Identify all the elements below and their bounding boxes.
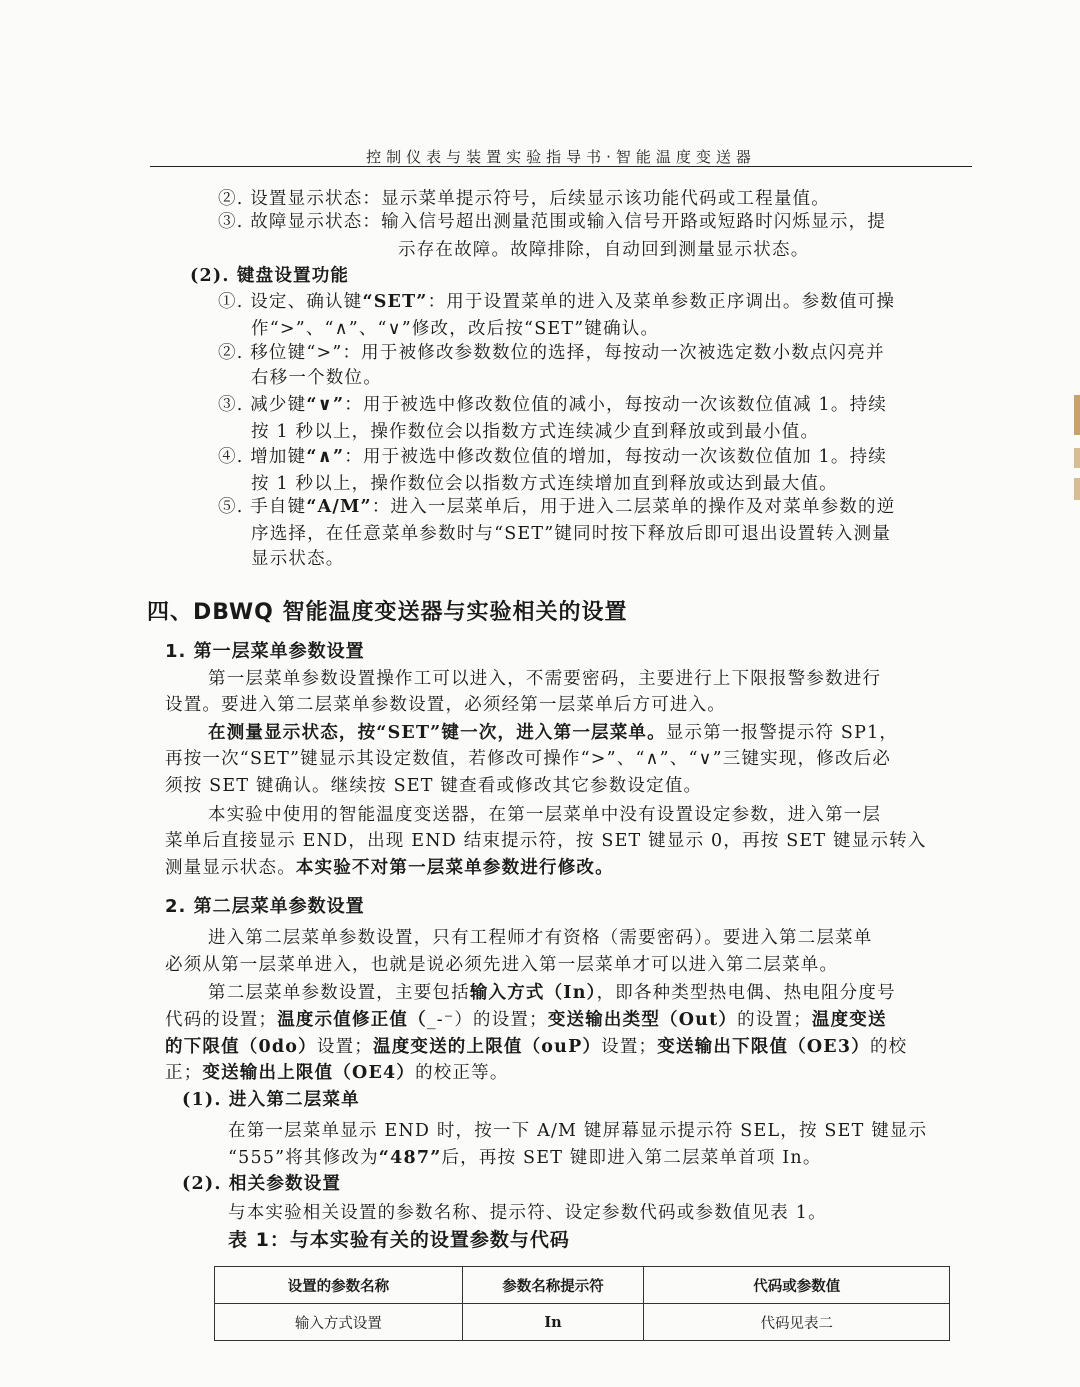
s2-paragraph2-line1: 第二层菜单参数设置，主要包括输入方式（In），即各种类型热电偶、热电阻分度号 (208, 983, 896, 1003)
table-header-row (215, 1267, 950, 1304)
table-header-cell: 代码或参数值 (644, 1267, 950, 1304)
display-state-3: ③. 故障显示状态：输入信号超出测量范围或输入信号开路或短路时闪烁显示，提 (218, 212, 887, 232)
table-caption: 表 1：与本实验有关的设置参数与代码 (228, 1229, 570, 1251)
display-state-3-cont: 示存在故障。故障排除，自动回到测量显示状态。 (398, 240, 810, 260)
key-am-line3: 显示状态。 (251, 549, 345, 569)
table-header-cell: 参数名称提示符 (462, 1267, 644, 1304)
s2-paragraph1-line1: 进入第二层菜单参数设置，只有工程师才有资格（需要密码）。要进入第二层菜单 (208, 928, 873, 948)
table-cell: In (462, 1304, 644, 1341)
running-header: 控制仪表与装置实验指导书·智能温度变送器 (366, 148, 756, 166)
key-am-line2: 序选择，在任意菜单参数时与“SET”键同时按下释放后即可退出设置转入测量 (251, 524, 892, 544)
subsection-1-title: 1. 第一层菜单参数设置 (165, 641, 365, 662)
key-set-line1: ①. 设定、确认键“SET”：用于设置菜单的进入及菜单参数正序调出。参数值可操 (218, 292, 896, 312)
table-cell: 代码见表二 (644, 1304, 950, 1341)
key-up-line1: ④. 增加键“∧”：用于被选中修改数位值的增加，每按动一次该数位值加 1。持续 (218, 447, 887, 467)
display-state-2: ②. 设置显示状态：显示菜单提示符号，后续显示该功能代码或工程量值。 (218, 189, 830, 209)
table-row (215, 1304, 950, 1341)
key-down-line1: ③. 减少键“∨”：用于被选中修改数位值的减小，每按动一次该数位值减 1。持续 (218, 395, 887, 415)
s2-paragraph2-line3: 的下限值（0do）设置；温度变送的上限值（ouP）设置；变送输出下限值（OE3）的校 (165, 1037, 908, 1057)
page-edge-mark (1074, 448, 1080, 468)
table-cell: 输入方式设置 (215, 1304, 463, 1341)
s2-paragraph2-line4: 正；变送输出上限值（OE4）的校正等。 (165, 1063, 509, 1083)
key-shift-line2: 右移一个数位。 (251, 368, 382, 388)
s1-paragraph3-line3: 测量显示状态。本实验不对第一层菜单参数进行修改。 (165, 858, 614, 878)
s1-paragraph3-line2: 菜单后直接显示 END，出现 END 结束提示符，按 SET 键显示 0，再按 SET 键显示转入 (165, 831, 927, 851)
page-edge-mark (1074, 478, 1080, 500)
key-down-line2: 按 1 秒以上，操作数位会以指数方式连续减少直到释放或到最小值。 (251, 422, 820, 442)
key-shift-line1: ②. 移位键“>”：用于被修改参数数位的选择，每按动一次被选定数小数点闪亮并 (218, 343, 885, 363)
s1-paragraph2-line2: 再按一次“SET”键显示其设定数值，若修改可操作“>”、“∧”、“∨”三键实现，修改后必 (165, 749, 892, 769)
s2-paragraph1-line2: 必须从第一层菜单进入，也就是说必须先进入第一层菜单才可以进入第二层菜单。 (165, 955, 839, 975)
table-header-cell: 设置的参数名称 (215, 1267, 463, 1304)
s2-paragraph2-line2: 代码的设置；温度示值修正值（_-⁻）的设置；变送输出类型（Out）的设置；温度变送 (165, 1010, 887, 1030)
page-edge-mark (1074, 395, 1080, 435)
s1-paragraph1-line1: 第一层菜单参数设置操作工可以进入，不需要密码，主要进行上下限报警参数进行 (208, 669, 882, 689)
key-up-line2: 按 1 秒以上，操作数位会以指数方式连续增加直到释放或达到最大值。 (251, 474, 838, 494)
related-params-title: (2). 相关参数设置 (182, 1174, 342, 1194)
enter-second-menu-line1: 在第一层菜单显示 END 时，按一下 A/M 键屏幕显示提示符 SEL，按 SET 键显示 (228, 1121, 928, 1141)
key-set-line2: 作“>”、“∧”、“∨”修改，改后按“SET”键确认。 (251, 319, 660, 339)
enter-second-menu-title: (1). 进入第二层菜单 (182, 1090, 360, 1110)
enter-second-menu-line2: “555”将其修改为“487”后，再按 SET 键即进入第二层菜单首项 In。 (228, 1148, 822, 1168)
settings-table (214, 1266, 950, 1341)
s1-paragraph1-line2: 设置。要进入第二层菜单参数设置，必须经第一层菜单后方可进入。 (165, 695, 726, 715)
key-am-line1: ⑤. 手自键“A/M”：进入一层菜单后，用于进入二层菜单的操作及对菜单参数的逆 (218, 497, 896, 517)
related-params-line1: 与本实验相关设置的参数名称、提示符、设定参数代码或参数值见表 1。 (228, 1203, 827, 1223)
s1-paragraph2-line3: 须按 SET 键确认。继续按 SET 键查看或修改其它参数设定值。 (165, 776, 703, 796)
subsection-2-title: 2. 第二层菜单参数设置 (165, 896, 365, 917)
header-rule (150, 166, 972, 167)
s1-paragraph2-line1: 在测量显示状态，按“SET”键一次，进入第一层菜单。显示第一报警提示符 SP1， (208, 723, 899, 743)
keyboard-section-title: (2). 键盘设置功能 (190, 266, 350, 286)
s1-paragraph3-line1: 本实验中使用的智能温度变送器，在第一层菜单中没有设置设定参数，进入第一层 (208, 805, 882, 825)
section-4-title: 四、DBWQ 智能温度变送器与实验相关的设置 (147, 600, 628, 625)
